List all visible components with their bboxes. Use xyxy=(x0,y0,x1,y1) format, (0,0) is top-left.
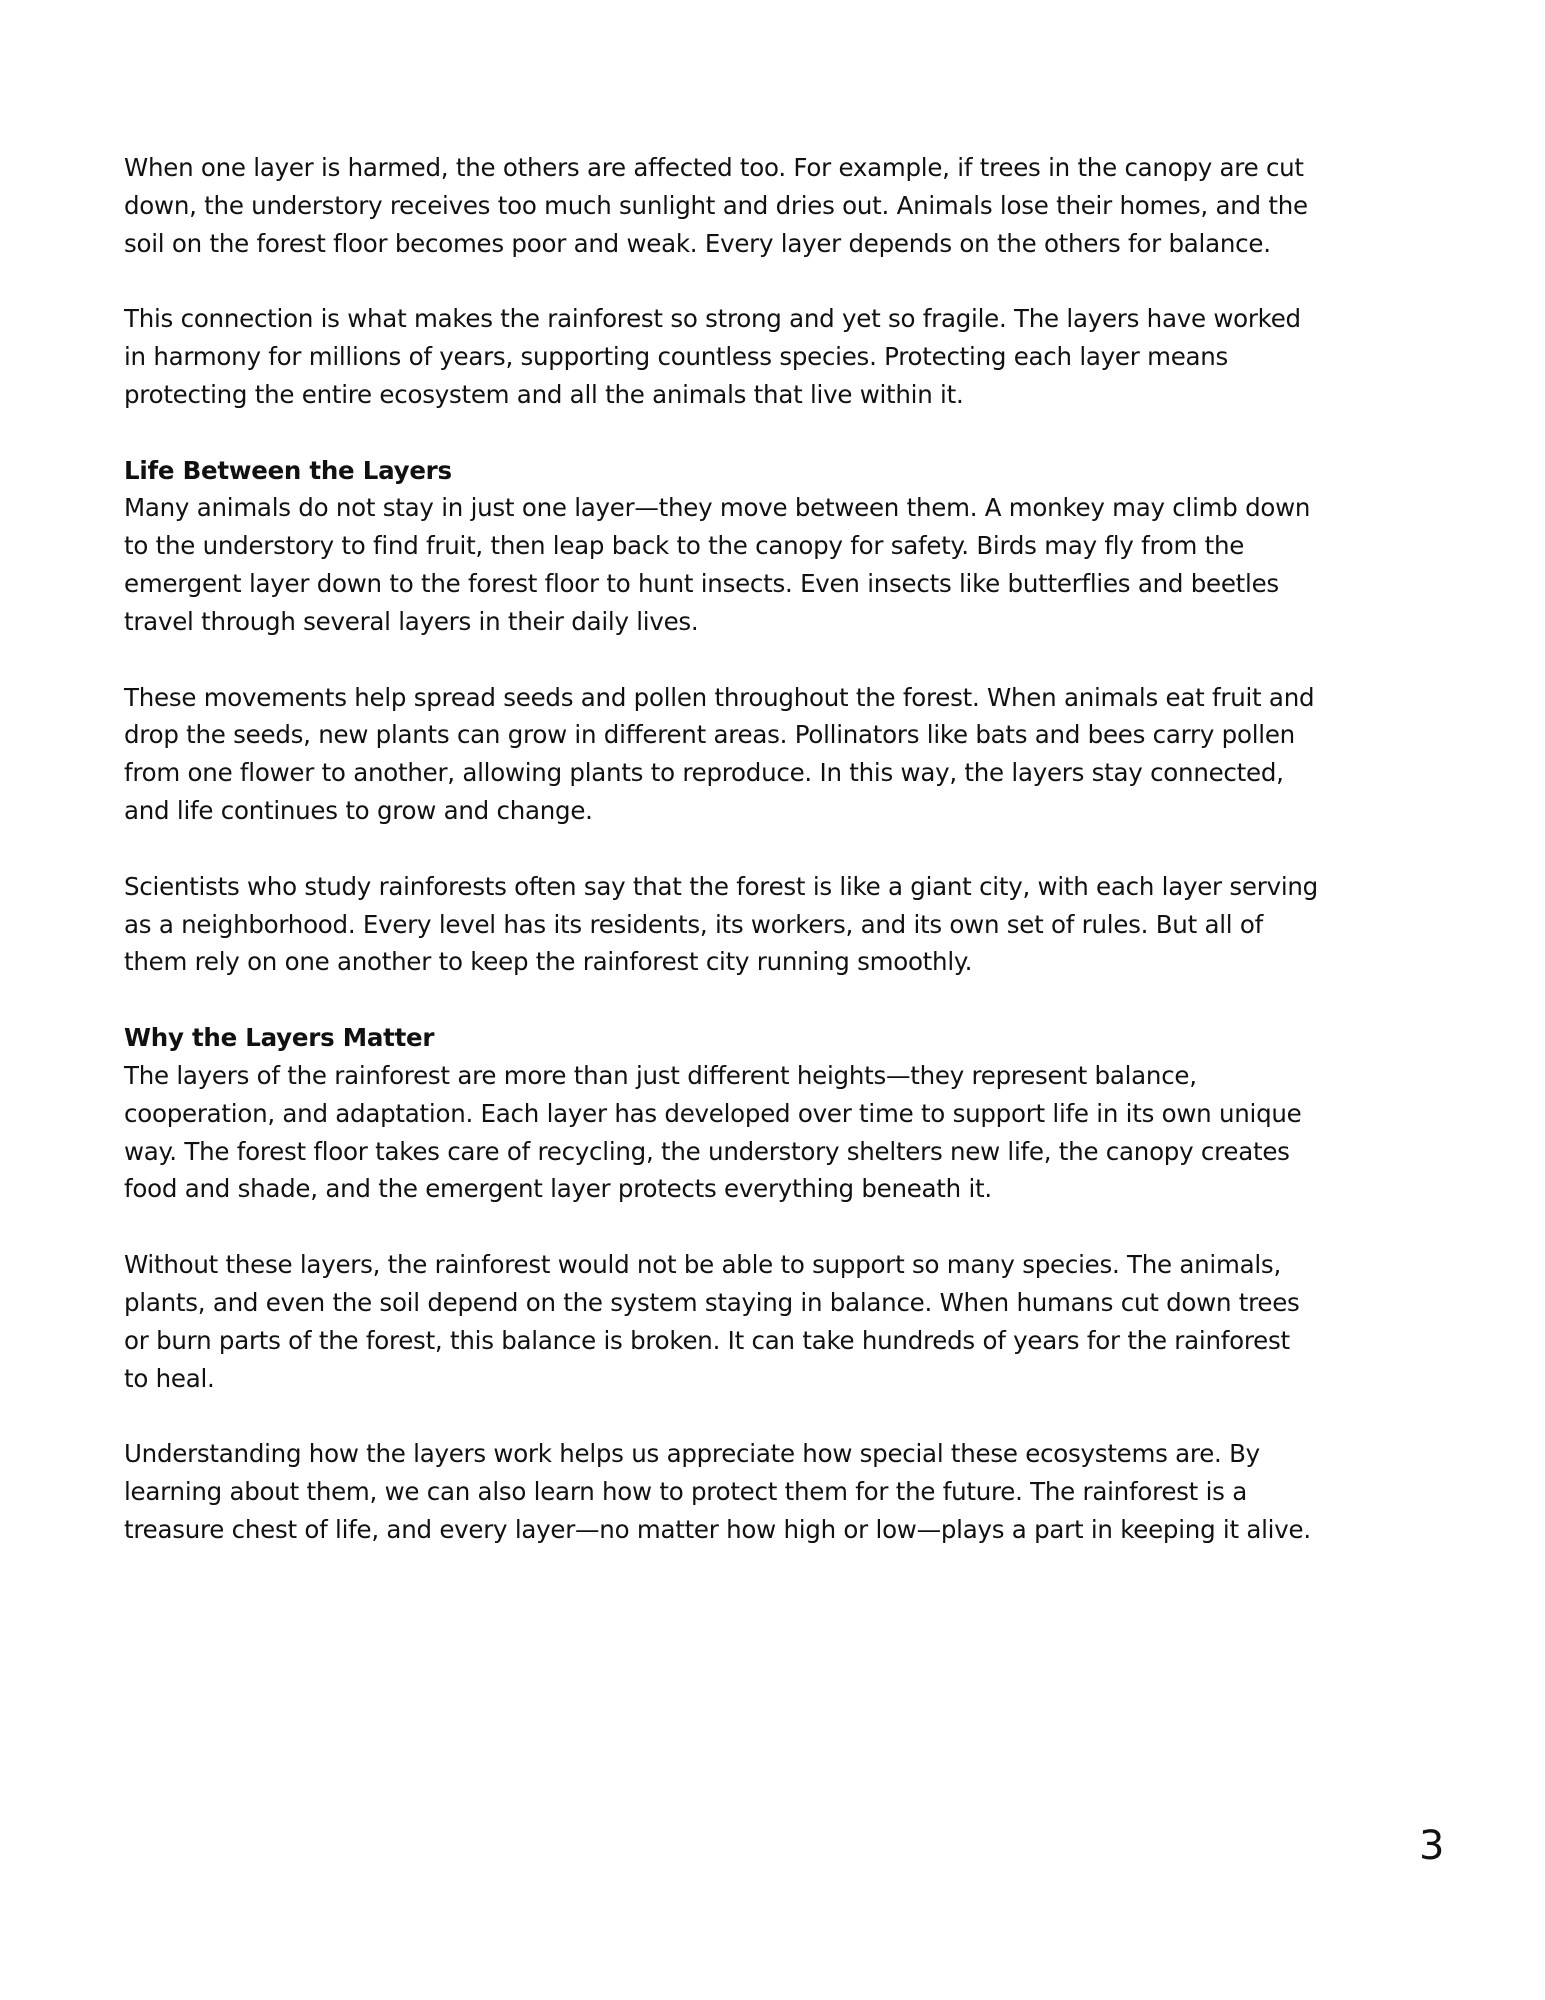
text-line: Many animals do not stay in just one layer—they move between them. A monkey may climb down xyxy=(124,493,1311,523)
text-line: drop the seeds, new plants can grow in different areas. Pollinators like bats and bees carry pollen xyxy=(124,720,1295,750)
text-line: to the understory to find fruit, then leap back to the canopy for safety. Birds may fly from the xyxy=(124,531,1245,561)
paragraph-balance-cooperation xyxy=(124,1057,1404,1208)
text-line: The layers of the rainforest are more than just different heights—they represent balance, xyxy=(124,1060,1197,1090)
text-line: emergent layer down to the forest floor to hunt insects. Even insects like butterflies and beetles xyxy=(124,569,1279,599)
text-line: These movements help spread seeds and pollen throughout the forest. When animals eat fruit and xyxy=(124,682,1315,712)
text-line: When one layer is harmed, the others are affected too. For example, if trees in the canopy are cut xyxy=(124,153,1304,182)
text-line: plants, and even the soil depend on the system staying in balance. When humans cut down trees xyxy=(124,1287,1300,1317)
document-body xyxy=(124,149,1404,1586)
text-line: Without these layers, the rainforest would not be able to support so many species. The animals, xyxy=(124,1250,1281,1280)
text-line: travel through several layers in their daily lives. xyxy=(124,606,699,636)
paragraph-animal-movement xyxy=(124,489,1404,640)
paragraph-layer-harm xyxy=(124,149,1404,262)
paragraph-understanding xyxy=(124,1435,1404,1548)
text-line: in harmony for millions of years, supporting countless species. Protecting each layer means xyxy=(124,342,1229,372)
text-line: food and shade, and the emergent layer protects everything beneath it. xyxy=(124,1174,992,1204)
text-line: protecting the entire ecosystem and all the animals that live within it. xyxy=(124,379,964,409)
text-line: cooperation, and adaptation. Each layer has developed over time to support life in its own unique xyxy=(124,1098,1302,1128)
text-line: treasure chest of life, and every layer—no matter how high or low—plays a part in keeping it alive. xyxy=(124,1514,1311,1544)
text-line: them rely on one another to keep the rainforest city running smoothly. xyxy=(124,947,973,977)
text-line: as a neighborhood. Every level has its residents, its workers, and its own set of rules. But all of xyxy=(124,909,1263,939)
section-heading-life-between-layers: Life Between the Layers xyxy=(124,455,452,485)
paragraph-without-layers xyxy=(124,1246,1404,1397)
text-line: soil on the forest floor becomes poor and weak. Every layer depends on the others for balance. xyxy=(124,228,1271,258)
text-line: and life continues to grow and change. xyxy=(124,796,593,826)
text-line: from one flower to another, allowing plants to reproduce. In this way, the layers stay connected, xyxy=(124,758,1284,788)
text-line: Understanding how the layers work helps us appreciate how special these ecosystems are. By xyxy=(124,1439,1260,1469)
text-line: This connection is what makes the rainforest so strong and yet so fragile. The layers have worked xyxy=(124,304,1301,334)
text-line: down, the understory receives too much sunlight and dries out. Animals lose their homes, and the xyxy=(124,190,1308,220)
paragraph-giant-city xyxy=(124,868,1404,981)
text-line: or burn parts of the forest, this balance is broken. It can take hundreds of years for the rainforest xyxy=(124,1325,1290,1355)
text-line: Scientists who study rainforests often say that the forest is like a giant city, with each layer serving xyxy=(124,871,1318,901)
text-line: way. The forest floor takes care of recycling, the understory shelters new life, the canopy creates xyxy=(124,1136,1290,1166)
section-heading-why-layers-matter: Why the Layers Matter xyxy=(124,1023,435,1053)
page-number: 3 xyxy=(1419,1823,1445,1869)
paragraph-seeds-pollen xyxy=(124,679,1404,830)
paragraph-connection xyxy=(124,300,1404,413)
text-line: to heal. xyxy=(124,1363,215,1393)
text-line: learning about them, we can also learn how to protect them for the future. The rainforest is a xyxy=(124,1476,1247,1506)
